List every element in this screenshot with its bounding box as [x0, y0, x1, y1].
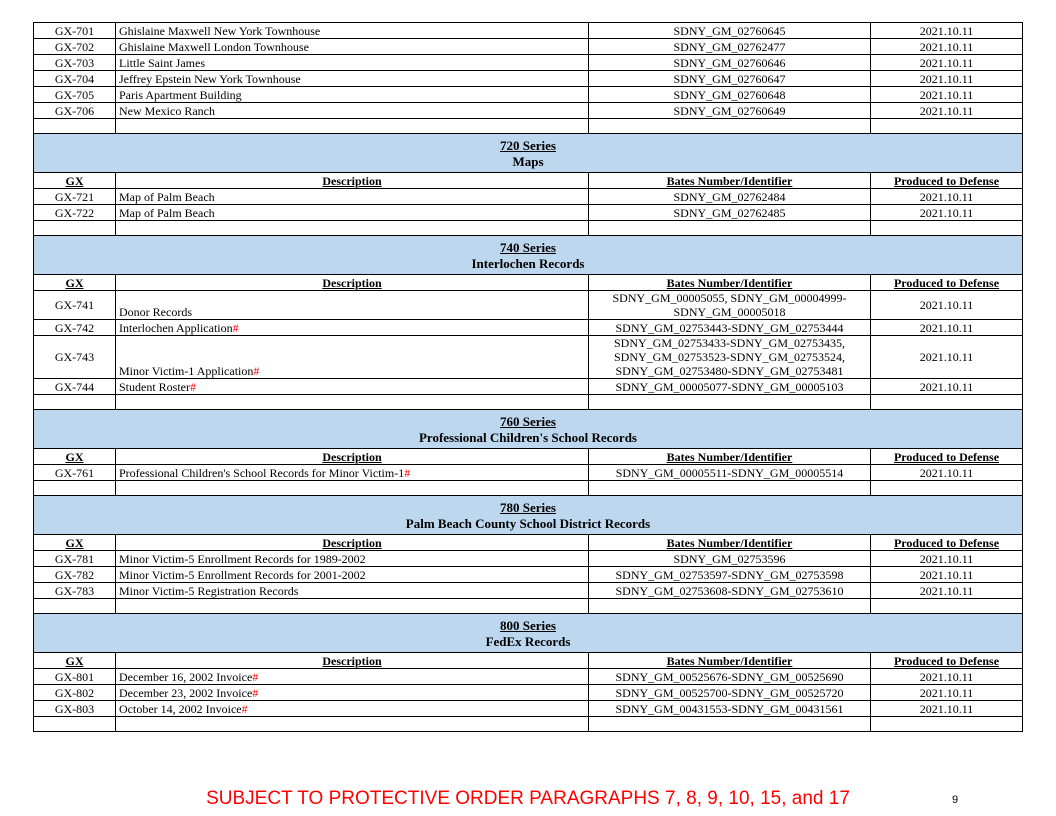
produced-date-cell: 2021.10.11 — [871, 55, 1023, 71]
hash-marker: # — [232, 320, 239, 335]
exhibit-list-table — [33, 22, 1023, 732]
column-header-produced: Produced to Defense — [871, 653, 1023, 669]
column-header-produced: Produced to Defense — [871, 173, 1023, 189]
gx-number-cell: GX-702 — [34, 39, 116, 55]
series-header-row — [34, 496, 1023, 535]
produced-date-cell: 2021.10.11 — [871, 103, 1023, 119]
gx-number-cell: GX-741 — [34, 291, 116, 320]
gx-number-cell: GX-781 — [34, 551, 116, 567]
series-header-row — [34, 614, 1023, 653]
gx-number-cell: GX-705 — [34, 87, 116, 103]
description-text: Student Roster — [119, 379, 190, 394]
description-text: October 14, 2002 Invoice — [119, 701, 242, 716]
spacer-cell — [589, 481, 871, 496]
description-text: Map of Palm Beach — [119, 189, 215, 204]
produced-date-cell: 2021.10.11 — [871, 583, 1023, 599]
hash-marker: # — [190, 379, 196, 394]
series-number: 780 Series — [500, 500, 556, 515]
protective-order-notice: SUBJECT TO PROTECTIVE ORDER PARAGRAPHS 7, 8, 9, 10, 15, and 17 — [206, 788, 850, 809]
description-text: Professional Children's School Records for Minor Victim-1 — [119, 465, 405, 480]
spacer-row — [34, 119, 1023, 134]
description-cell: Little Saint James — [116, 55, 589, 71]
description-cell: Ghislaine Maxwell New York Townhouse — [116, 23, 589, 39]
exhibit-row — [34, 205, 1023, 221]
bates-number-cell: SDNY_GM_00005055, SDNY_GM_00004999-SDNY_GM_00005018 — [589, 291, 871, 320]
bates-number-cell: SDNY_GM_02762485 — [589, 205, 871, 221]
series-header — [34, 236, 1023, 275]
column-header-row — [34, 653, 1023, 669]
column-header-row — [34, 449, 1023, 465]
column-header-bates: Bates Number/Identifier — [589, 275, 871, 291]
column-header-gx: GX — [34, 535, 116, 551]
series-number: 800 Series — [500, 618, 556, 633]
gx-number-cell: GX-706 — [34, 103, 116, 119]
column-header-gx: GX — [34, 449, 116, 465]
series-header — [34, 410, 1023, 449]
exhibit-row — [34, 669, 1023, 685]
bates-number-cell: SDNY_GM_02760648 — [589, 87, 871, 103]
exhibit-row — [34, 701, 1023, 717]
spacer-cell — [871, 717, 1023, 732]
bates-number-cell: SDNY_GM_02760646 — [589, 55, 871, 71]
column-header-description: Description — [116, 653, 589, 669]
column-header-produced: Produced to Defense — [871, 275, 1023, 291]
gx-number-cell: GX-743 — [34, 336, 116, 379]
description-cell: Ghislaine Maxwell London Townhouse — [116, 39, 589, 55]
bates-number-cell: SDNY_GM_02753608-SDNY_GM_02753610 — [589, 583, 871, 599]
description-cell: Paris Apartment Building — [116, 87, 589, 103]
spacer-cell — [871, 599, 1023, 614]
spacer-cell — [34, 599, 116, 614]
series-number: 740 Series — [500, 240, 556, 255]
description-cell: New Mexico Ranch — [116, 103, 589, 119]
exhibit-list-body — [34, 23, 1023, 732]
bates-number-cell: SDNY_GM_02760649 — [589, 103, 871, 119]
exhibit-row — [34, 465, 1023, 481]
series-header-row — [34, 134, 1023, 173]
produced-date-cell: 2021.10.11 — [871, 567, 1023, 583]
description-text: Minor Victim-5 Registration Records — [119, 583, 299, 598]
exhibit-row — [34, 87, 1023, 103]
exhibit-row — [34, 189, 1023, 205]
bates-number-cell: SDNY_GM_02760647 — [589, 71, 871, 87]
description-text: Interlochen Application — [119, 320, 233, 335]
spacer-cell — [34, 221, 116, 236]
column-header-produced: Produced to Defense — [871, 535, 1023, 551]
description-text: Minor Victim-5 Enrollment Records for 1989-2002 — [119, 551, 366, 566]
spacer-row — [34, 599, 1023, 614]
exhibit-row — [34, 551, 1023, 567]
spacer-cell — [116, 221, 589, 236]
column-header-description: Description — [116, 449, 589, 465]
gx-number-cell: GX-742 — [34, 320, 116, 336]
description-cell — [116, 379, 589, 395]
spacer-cell — [116, 119, 589, 134]
spacer-cell — [116, 599, 589, 614]
description-cell — [116, 291, 589, 320]
spacer-row — [34, 221, 1023, 236]
produced-date-cell: 2021.10.11 — [871, 701, 1023, 717]
produced-date-cell: 2021.10.11 — [871, 551, 1023, 567]
hash-marker: # — [404, 465, 411, 480]
gx-number-cell: GX-803 — [34, 701, 116, 717]
gx-number-cell: GX-801 — [34, 669, 116, 685]
exhibit-row — [34, 55, 1023, 71]
bates-number-cell: SDNY_GM_02753597-SDNY_GM_02753598 — [589, 567, 871, 583]
column-header-bates: Bates Number/Identifier — [589, 535, 871, 551]
bates-number-cell: SDNY_GM_00431553-SDNY_GM_00431561 — [589, 701, 871, 717]
gx-number-cell: GX-701 — [34, 23, 116, 39]
series-title: Maps — [512, 154, 544, 169]
column-header-gx: GX — [34, 275, 116, 291]
exhibit-row — [34, 379, 1023, 395]
bates-number-cell: SDNY_GM_00525676-SDNY_GM_00525690 — [589, 669, 871, 685]
column-header-row — [34, 275, 1023, 291]
spacer-row — [34, 395, 1023, 410]
exhibit-row — [34, 336, 1023, 379]
description-cell — [116, 320, 589, 336]
bates-number-cell: SDNY_GM_02762477 — [589, 39, 871, 55]
description-cell — [116, 189, 589, 205]
column-header-bates: Bates Number/Identifier — [589, 449, 871, 465]
gx-number-cell: GX-761 — [34, 465, 116, 481]
bates-number-cell: SDNY_GM_02762484 — [589, 189, 871, 205]
bates-number-cell: SDNY_GM_02753596 — [589, 551, 871, 567]
column-header-description: Description — [116, 275, 589, 291]
spacer-cell — [589, 119, 871, 134]
spacer-cell — [116, 395, 589, 410]
description-cell — [116, 551, 589, 567]
hash-marker: # — [252, 685, 259, 700]
gx-number-cell: GX-704 — [34, 71, 116, 87]
description-cell — [116, 701, 589, 717]
exhibit-row — [34, 583, 1023, 599]
description-text: Map of Palm Beach — [119, 205, 215, 220]
series-number: 720 Series — [500, 138, 556, 153]
spacer-cell — [589, 717, 871, 732]
description-text: Minor Victim-1 Application — [119, 364, 254, 378]
gx-number-cell: GX-744 — [34, 379, 116, 395]
series-header — [34, 134, 1023, 173]
exhibit-row — [34, 320, 1023, 336]
produced-date-cell: 2021.10.11 — [871, 71, 1023, 87]
column-header-description: Description — [116, 535, 589, 551]
spacer-cell — [589, 395, 871, 410]
series-title: Palm Beach County School District Records — [405, 516, 651, 531]
exhibit-row — [34, 23, 1023, 39]
series-number: 760 Series — [500, 414, 556, 429]
produced-date-cell: 2021.10.11 — [871, 669, 1023, 685]
produced-date-cell: 2021.10.11 — [871, 189, 1023, 205]
exhibit-row — [34, 71, 1023, 87]
bates-number-cell: SDNY_GM_00005511-SDNY_GM_00005514 — [589, 465, 871, 481]
gx-number-cell: GX-783 — [34, 583, 116, 599]
gx-number-cell: GX-802 — [34, 685, 116, 701]
series-header-row — [34, 236, 1023, 275]
column-header-bates: Bates Number/Identifier — [589, 173, 871, 189]
page-number: 9 — [952, 794, 959, 806]
description-cell: Jeffrey Epstein New York Townhouse — [116, 71, 589, 87]
spacer-cell — [589, 599, 871, 614]
series-header — [34, 614, 1023, 653]
column-header-description: Description — [116, 173, 589, 189]
spacer-cell — [116, 481, 589, 496]
bates-number-cell: SDNY_GM_00005077-SDNY_GM_00005103 — [589, 379, 871, 395]
description-cell — [116, 567, 589, 583]
series-title: Interlochen Records — [471, 256, 585, 271]
produced-date-cell: 2021.10.11 — [871, 379, 1023, 395]
spacer-cell — [871, 221, 1023, 236]
exhibit-row — [34, 39, 1023, 55]
gx-number-cell: GX-703 — [34, 55, 116, 71]
exhibit-row — [34, 291, 1023, 320]
bates-number-cell: SDNY_GM_02753433-SDNY_GM_02753435, SDNY_GM_02753523-SDNY_GM_02753524, SDNY_GM_02753480-SDNY_GM_02753481 — [589, 336, 871, 379]
description-text: Donor Records — [119, 305, 192, 319]
column-header-gx: GX — [34, 653, 116, 669]
spacer-cell — [871, 395, 1023, 410]
produced-date-cell: 2021.10.11 — [871, 23, 1023, 39]
description-cell — [116, 205, 589, 221]
description-cell — [116, 336, 589, 379]
produced-date-cell: 2021.10.11 — [871, 336, 1023, 379]
gx-number-cell: GX-782 — [34, 567, 116, 583]
spacer-cell — [871, 119, 1023, 134]
hash-marker: # — [253, 364, 260, 378]
spacer-cell — [34, 119, 116, 134]
produced-date-cell: 2021.10.11 — [871, 320, 1023, 336]
column-header-bates: Bates Number/Identifier — [589, 653, 871, 669]
series-title: FedEx Records — [485, 634, 571, 649]
column-header-row — [34, 535, 1023, 551]
bates-number-cell: SDNY_GM_02753443-SDNY_GM_02753444 — [589, 320, 871, 336]
produced-date-cell: 2021.10.11 — [871, 205, 1023, 221]
series-header-row — [34, 410, 1023, 449]
hash-marker: # — [252, 669, 259, 684]
spacer-row — [34, 717, 1023, 732]
exhibit-row — [34, 103, 1023, 119]
produced-date-cell: 2021.10.11 — [871, 685, 1023, 701]
bates-number-cell: SDNY_GM_00525700-SDNY_GM_00525720 — [589, 685, 871, 701]
spacer-row — [34, 481, 1023, 496]
produced-date-cell: 2021.10.11 — [871, 465, 1023, 481]
series-header — [34, 496, 1023, 535]
column-header-produced: Produced to Defense — [871, 449, 1023, 465]
gx-number-cell: GX-721 — [34, 189, 116, 205]
bates-number-cell: SDNY_GM_02760645 — [589, 23, 871, 39]
hash-marker: # — [241, 701, 248, 716]
description-text: December 16, 2002 Invoice — [119, 669, 253, 684]
series-title: Professional Children's School Records — [418, 430, 637, 445]
column-header-gx: GX — [34, 173, 116, 189]
gx-number-cell: GX-722 — [34, 205, 116, 221]
spacer-cell — [589, 221, 871, 236]
description-cell — [116, 685, 589, 701]
description-text: Minor Victim-5 Enrollment Records for 2001-2002 — [119, 567, 366, 582]
spacer-cell — [34, 717, 116, 732]
spacer-cell — [34, 481, 116, 496]
spacer-cell — [116, 717, 589, 732]
description-text: December 23, 2002 Invoice — [119, 685, 253, 700]
exhibit-row — [34, 567, 1023, 583]
produced-date-cell: 2021.10.11 — [871, 87, 1023, 103]
spacer-cell — [871, 481, 1023, 496]
description-cell — [116, 669, 589, 685]
description-cell — [116, 465, 589, 481]
column-header-row — [34, 173, 1023, 189]
produced-date-cell: 2021.10.11 — [871, 39, 1023, 55]
description-cell — [116, 583, 589, 599]
exhibit-row — [34, 685, 1023, 701]
produced-date-cell: 2021.10.11 — [871, 291, 1023, 320]
spacer-cell — [34, 395, 116, 410]
